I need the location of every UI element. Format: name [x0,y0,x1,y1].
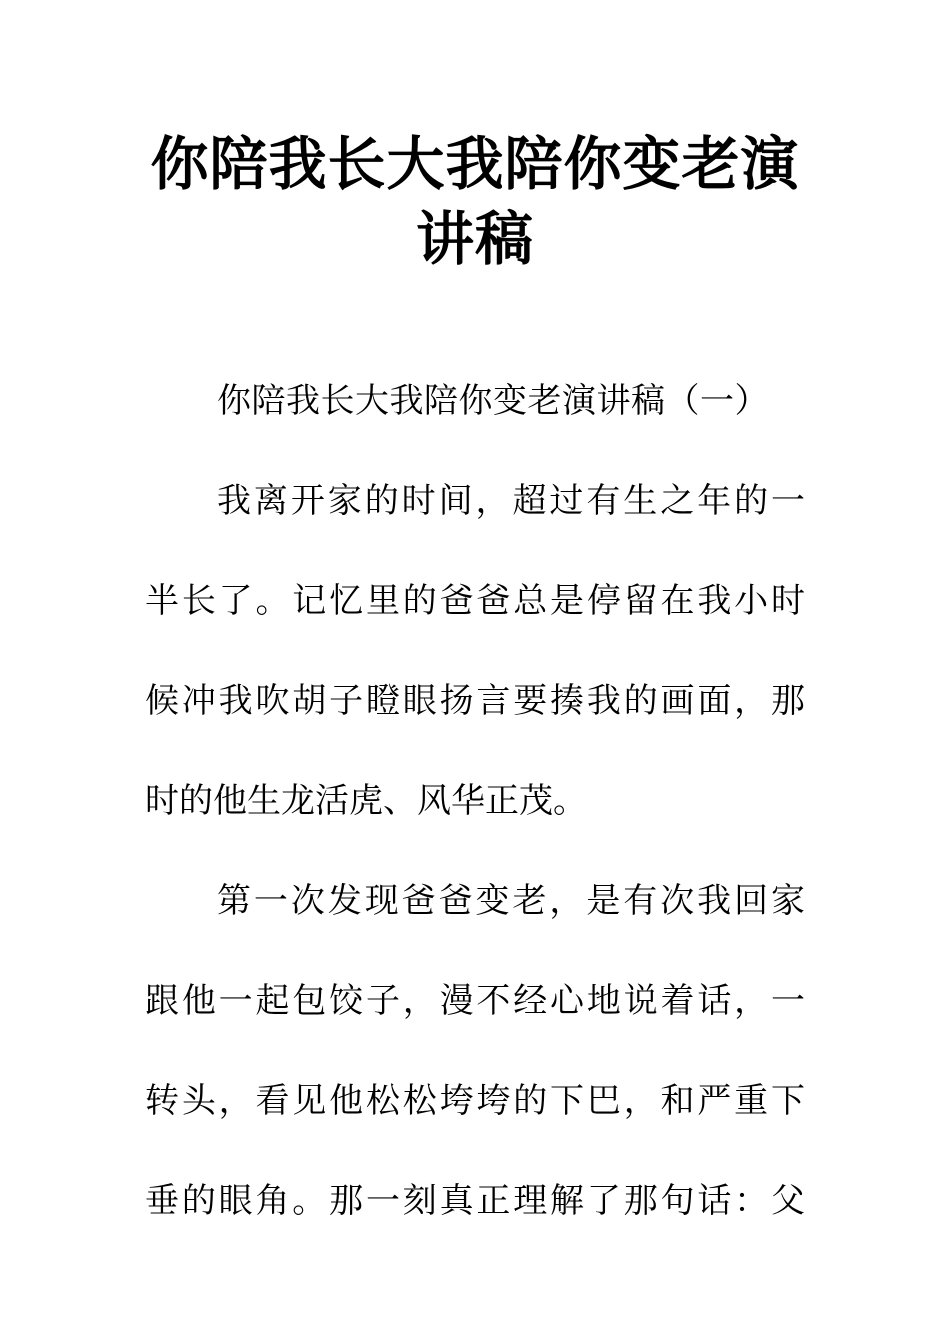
paragraph-1-line-1: 我离开家的时间，超过有生之年的一 [217,481,805,521]
document-title-line-1: 你陪我长大我陪你变老演 [150,130,800,198]
paragraph-1-line-3: 候冲我吹胡子瞪眼扬言要揍我的画面，那 [145,681,805,721]
section-heading: 你陪我长大我陪你变老演讲稿（一） [217,381,769,421]
paragraph-2-line-1: 第一次发现爸爸变老，是有次我回家 [217,881,805,921]
paragraph-1-line-2: 半长了。记忆里的爸爸总是停留在我小时 [145,581,805,621]
document-title-line-2: 讲稿 [415,205,534,273]
paragraph-1-line-4: 时的他生龙活虎、风华正茂。 [145,781,587,821]
paragraph-2-line-4: 垂的眼角。那一刻真正理解了那句话：父 [145,1181,805,1221]
paragraph-2-line-3: 转头，看见他松松垮垮的下巴，和严重下 [145,1081,805,1121]
paragraph-2-line-2: 跟他一起包饺子，漫不经心地说着话，一 [145,981,805,1021]
